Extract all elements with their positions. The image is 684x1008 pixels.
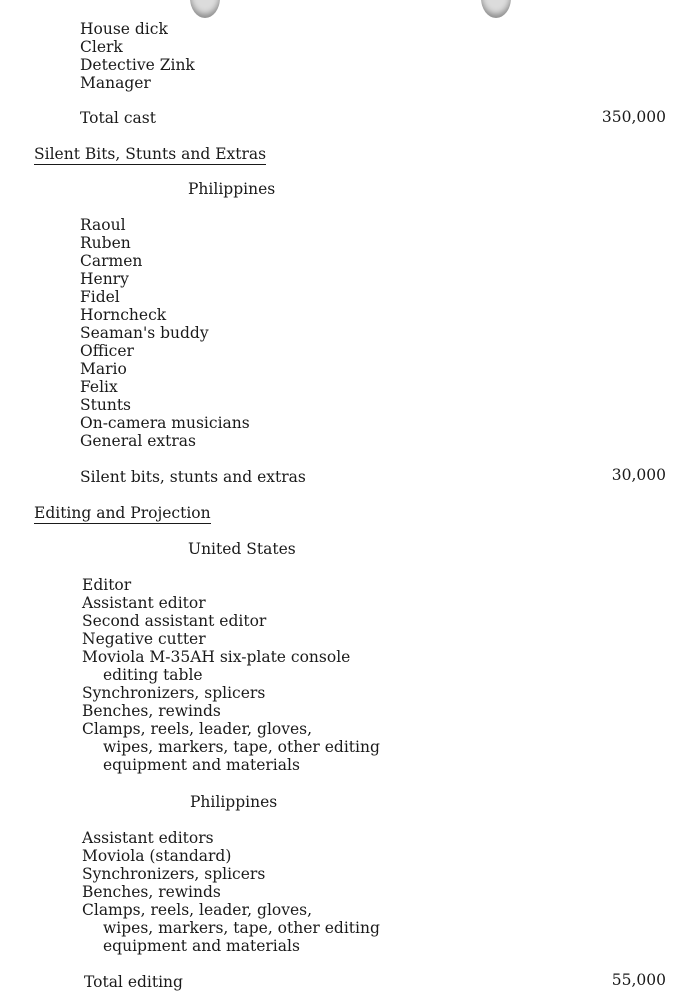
list-item: Felix [80,378,118,396]
subheading-united-states: United States [188,540,296,558]
list-item: Assistant editors [82,829,214,847]
total-cast-label: Total cast [80,109,156,127]
list-item: Clamps, reels, leader, gloves, [82,720,313,738]
list-item: Benches, rewinds [82,702,221,720]
list-item: Clamps, reels, leader, gloves, [82,901,313,919]
total-editing-amount: 55,000 [611,971,666,989]
list-item: wipes, markers, tape, other editing [103,738,380,756]
punch-hole-right [481,0,511,18]
section-heading-silent-bits: Silent Bits, Stunts and Extras [34,145,267,163]
list-item: Henry [80,270,129,288]
total-editing-label: Total editing [84,973,183,991]
list-item: Detective Zink [80,56,195,74]
list-item: Fidel [80,288,120,306]
subheading-philippines: Philippines [188,180,276,198]
subheading-philippines: Philippines [190,793,278,811]
list-item: Moviola M-35AH six-plate console [82,648,351,666]
list-item: wipes, markers, tape, other editing [103,919,380,937]
list-item: Synchronizers, splicers [82,865,266,883]
list-item: Synchronizers, splicers [82,684,266,702]
list-item: Mario [80,360,127,378]
list-item: Negative cutter [82,630,206,648]
list-item: Officer [80,342,134,360]
silent-total-label: Silent bits, stunts and extras [80,468,306,486]
list-item: Second assistant editor [82,612,267,630]
list-item: On-camera musicians [80,414,250,432]
list-item: Stunts [80,396,131,414]
list-item: editing table [103,666,203,684]
list-item: House dick [80,20,168,38]
list-item: equipment and materials [103,937,300,955]
list-item: Manager [80,74,151,92]
punch-hole-left [190,0,220,18]
list-item: equipment and materials [103,756,300,774]
total-cast-amount: 350,000 [601,108,666,126]
list-item: Assistant editor [82,594,206,612]
list-item: Benches, rewinds [82,883,221,901]
list-item: Clerk [80,38,123,56]
list-item: Seaman's buddy [80,324,209,342]
silent-total-amount: 30,000 [611,466,666,484]
section-heading-editing: Editing and Projection [34,504,211,522]
list-item: Horncheck [80,306,167,324]
list-item: Editor [82,576,132,594]
list-item: General extras [80,432,196,450]
list-item: Carmen [80,252,143,270]
list-item: Raoul [80,216,126,234]
list-item: Moviola (standard) [82,847,232,865]
list-item: Ruben [80,234,131,252]
